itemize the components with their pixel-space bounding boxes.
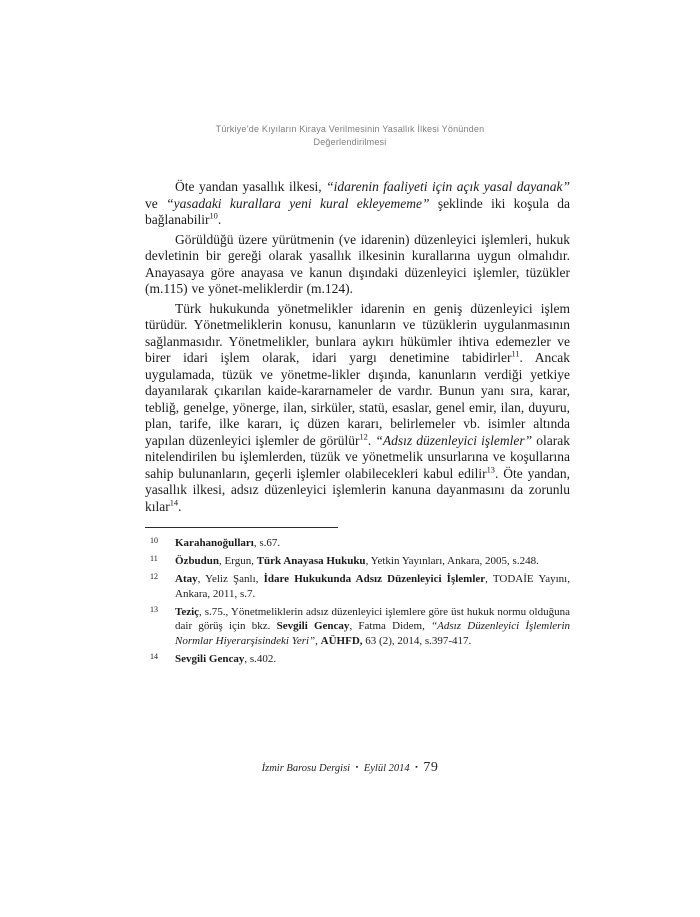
text-run: Özbudun (175, 555, 220, 567)
footnote-number: 10 (150, 536, 158, 545)
footnote (145, 572, 570, 601)
text-run: . (367, 432, 376, 448)
text-run: , TODAİE Yayını, Ankara, 2011, s.7. (175, 573, 570, 600)
footer-separator-icon: ▪ (415, 763, 418, 771)
text-run: , Yeliz Şanlı, (197, 573, 264, 585)
text-run: “Adsız Düzenleyici İşlemlerin Normlar Hiyerarşisindeki Yeri” (175, 620, 570, 647)
text-run: . (178, 498, 182, 514)
text-run: , Yetkin Yayınları, Ankara, 2005, s.248. (365, 555, 539, 567)
footnote (145, 554, 570, 569)
text-run: . (217, 212, 222, 227)
running-header (110, 123, 590, 149)
text-run: Karahanoğulları (175, 537, 254, 549)
footer-issue-date: Eylül 2014 (363, 763, 410, 774)
text-run: Görüldüğü üzere yürütmenin (ve idarenin) düzenleyici işlemleri, hukuk devletinin bir gereği olarak yasallık ilkesinin kurallarına uygun olmalıdır. Anayasaya göre anayasa ve kanun dışındaki düzenleyici işlemler, tüzükler (m.115) ve yönet-meliklerdir (m.124). (145, 231, 570, 296)
text-run: Atay (175, 573, 198, 585)
page-content (145, 179, 570, 670)
paragraph (145, 179, 570, 229)
text-run: “yasadaki kurallara yeni kural ekleyememe” (166, 195, 430, 211)
footer-journal-title: İzmir Barosu Dergisi (261, 763, 351, 774)
footnote-number: 12 (150, 572, 158, 581)
paragraph (145, 301, 570, 516)
footnote-reference: 13 (486, 465, 495, 474)
footnote-number: 13 (150, 604, 158, 614)
text-run: Türk hukukunda yönetmelikler idarenin en geniş düzenleyici işlem türüdür. Yönetmeliklerin konusu, kanunların ve tüzüklerin uygulanmasının sağlanmasıdır. Yönetmelikler, bunlara aykırı hükümler ihtiva edemezler ve birer idari işlem olarak, idari yargı denetimine tabidirler (145, 300, 570, 365)
footnote-number: 11 (150, 554, 158, 563)
running-header-line1: Türkiye’de Kıyıların Kiraya Verilmesinin Yasallık İlkesi Yönünden (215, 124, 485, 134)
text-run: “idarenin faaliyeti için açık yasal dayanak” (326, 179, 570, 194)
text-run: , (315, 634, 321, 647)
text-run: , Ergun, (219, 555, 257, 567)
footnotes (145, 536, 570, 666)
text-run: “Adsız düzenleyici işlemler” (375, 432, 533, 448)
text-run: İdare Hukukunda Adsız Düzenleyici İşlemler (263, 573, 486, 585)
footer-separator-icon: ▪ (355, 763, 359, 771)
text-run: , s.402. (244, 652, 277, 665)
text-run: şeklinde iki koşula da bağlanabilir (145, 195, 570, 227)
text-run: Sevgili Gencay (175, 652, 245, 665)
running-header-line2: Değerlendirilmesi (313, 137, 387, 147)
body-text (145, 179, 570, 515)
text-run: Sevgili Gencay (276, 620, 350, 632)
text-run: Teziç (175, 605, 200, 618)
text-run: 63 (2), 2014, s.397-417. (362, 634, 472, 647)
text-run: Öte yandan yasallık ilkesi, (175, 179, 327, 194)
footnote (145, 536, 570, 551)
footnote (145, 605, 570, 649)
text-run: olarak nitelendirilen bu işlemlerden, tüzük ve yönetmelik unsurlarına ve koşullarına sahip bulunanların, geçerli işlemler olabilecekleri kabul edilir (145, 432, 570, 481)
text-run: AÜHFD, (320, 634, 363, 647)
text-run: , s.67. (253, 537, 281, 549)
footnote-reference: 11 (511, 349, 520, 359)
footnote-number: 14 (150, 651, 158, 661)
footnote (145, 652, 570, 667)
text-run: Türk Anayasa Hukuku (256, 555, 366, 567)
paragraph (145, 232, 570, 298)
footnote-reference: 10 (209, 211, 218, 221)
text-run: , Fatma Didem, (349, 620, 432, 632)
text-run: ve (145, 195, 167, 211)
text-run: . Ancak uygulamada, tüzük ve yönetme-likler dışında, kanunların verdiği yetkiye dayanılarak çıkarılan kaide-kararnameler de vardır. Bunun yanı sıra, karar, tebliğ, genelge, yönerge, ilan, sirküler, statü, esaslar, genel emir, ilan, duyuru, plan, tarife, ilke kararı, iç düzen kararı, belirlemeler vb. isimler altında yapılan düzenleyici işlemler de görülür (145, 350, 570, 448)
footnote-reference: 12 (359, 432, 368, 441)
text-run: , s.75., Yönetmeliklerin adsız düzenleyici işlemlere göre üst hukuk normu olduğuna dair görüş için bkz. (175, 605, 570, 632)
footnote-separator-rule (145, 527, 338, 528)
footer-page-number: 79 (423, 760, 439, 775)
footnote-reference: 14 (169, 498, 179, 507)
page-footer (0, 760, 700, 776)
text-run: . Öte yandan, yasallık ilkesi, adsız düzenleyici işlemlerin kanuna dayanmasını da zorunlu kılar (145, 465, 570, 514)
